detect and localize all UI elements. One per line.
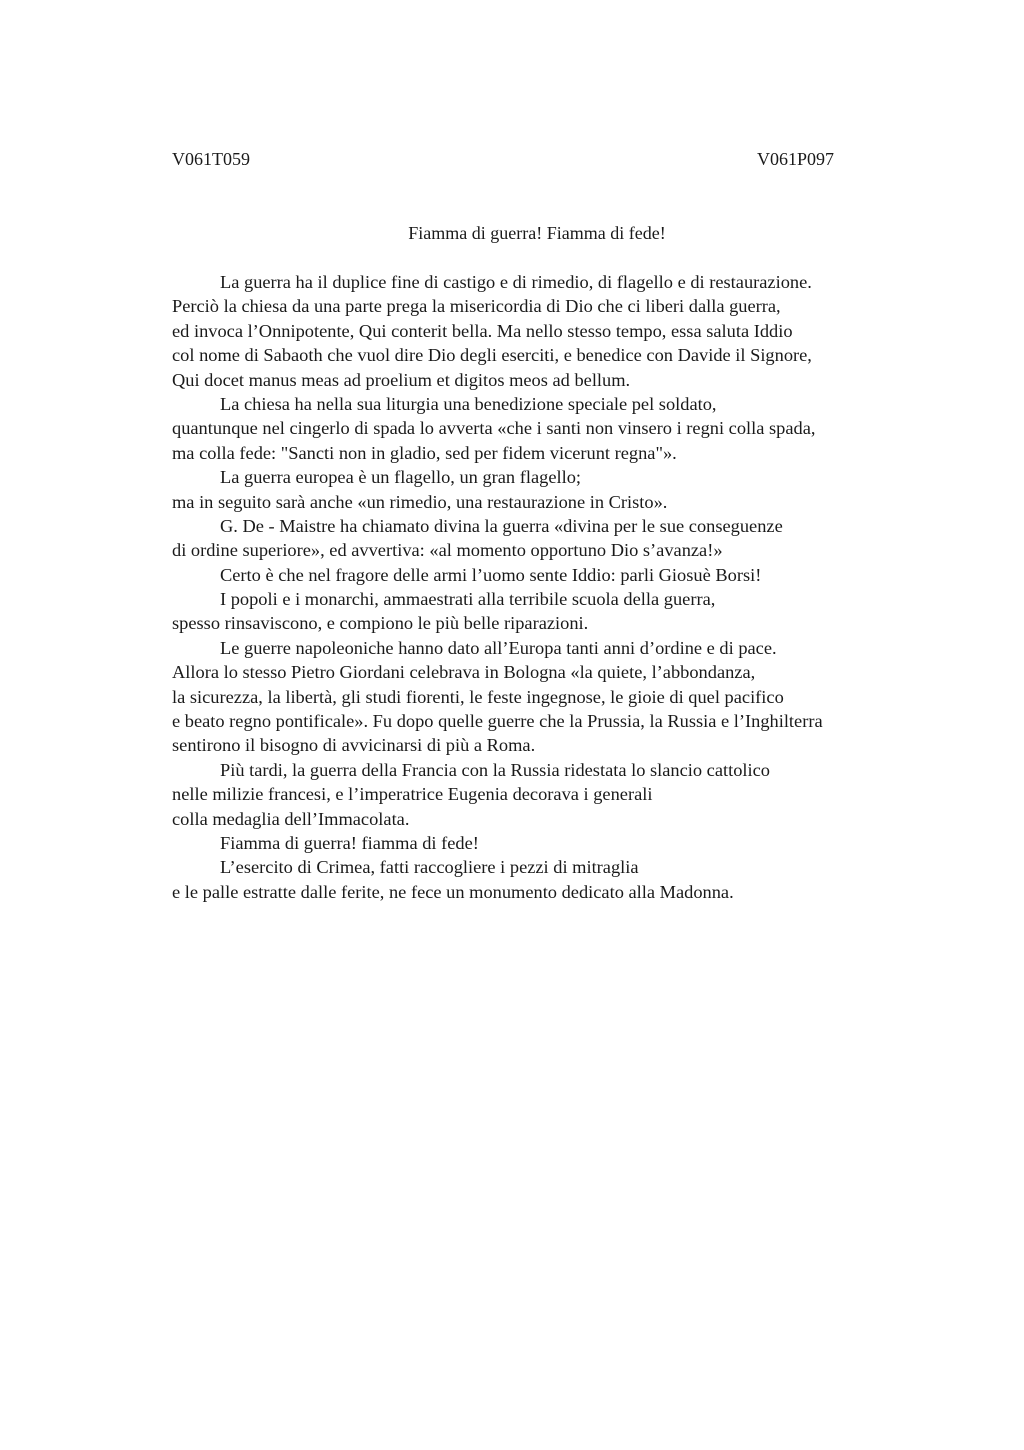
text-line: Qui docet manus meas ad proelium et digitos meos ad bellum. [172, 369, 631, 390]
document-code-left: V061T059 [172, 149, 250, 169]
text-line: quantunque nel cingerlo di spada lo avverta «che i santi non vinsero i regni colla spada, [172, 418, 816, 439]
text-line: di ordine superiore», ed avvertiva: «al momento opportuno Dio s’avanza!» [172, 540, 723, 561]
document-body [172, 270, 932, 904]
text-line: Allora lo stesso Pietro Giordani celebrava in Bologna «la quiete, l’abbondanza, [172, 662, 756, 683]
text-line: I popoli e i monarchi, ammaestrati alla terribile scuola della guerra, [220, 589, 716, 610]
text-line: Più tardi, la guerra della Francia con la Russia ridestata lo slancio cattolico [220, 759, 771, 780]
text-line: e le palle estratte dalle ferite, ne fece un monumento dedicato alla Madonna. [172, 881, 734, 902]
text-line: L’esercito di Crimea, fatti raccogliere i pezzi di mitraglia [220, 857, 639, 878]
text-line: sentirono il bisogno di avvicinarsi di più a Roma. [172, 735, 536, 756]
text-line: colla medaglia dell’Immacolata. [172, 808, 410, 829]
text-line: nelle milizie francesi, e l’imperatrice Eugenia decorava i generali [172, 784, 653, 805]
text-line: La guerra europea è un flagello, un gran flagello; [220, 467, 582, 488]
text-line: La chiesa ha nella sua liturgia una benedizione speciale pel soldato, [220, 393, 717, 414]
text-line: Certo è che nel fragore delle armi l’uomo sente Iddio: parli Giosuè Borsi! [220, 564, 762, 585]
text-line: e beato regno pontificale». Fu dopo quelle guerre che la Prussia, la Russia e l’Inghilterra [172, 711, 823, 732]
text-line: G. De - Maistre ha chiamato divina la guerra «divina per le sue conseguenze [220, 515, 783, 536]
text-line: spesso rinsaviscono, e compiono le più belle riparazioni. [172, 613, 589, 634]
text-line: col nome di Sabaoth che vuol dire Dio degli eserciti, e benedice con Davide il Signore, [172, 345, 812, 366]
text-line: Le guerre napoleoniche hanno dato all’Europa tanti anni d’ordine e di pace. [220, 637, 777, 658]
document-title: Fiamma di guerra! Fiamma di fede! [408, 223, 666, 243]
text-line: Perciò la chiesa da una parte prega la misericordia di Dio che ci liberi dalla guerra, [172, 296, 781, 317]
text-line: La guerra ha il duplice fine di castigo e di rimedio, di flagello e di restaurazione. [220, 272, 812, 292]
page-code-right: V061P097 [757, 149, 835, 169]
text-line: ed invoca l’Onnipotente, Qui conterit bella. Ma nello stesso tempo, essa saluta Iddio [172, 320, 793, 341]
text-line: Fiamma di guerra! fiamma di fede! [220, 832, 479, 853]
text-line: ma in seguito sarà anche «un rimedio, una restaurazione in Cristo». [172, 491, 668, 512]
text-line: la sicurezza, la libertà, gli studi fiorenti, le feste ingegnose, le gioie di quel pacifico [172, 686, 784, 707]
text-line: ma colla fede: "Sancti non in gladio, sed per fidem vicerunt regna"». [172, 442, 677, 463]
